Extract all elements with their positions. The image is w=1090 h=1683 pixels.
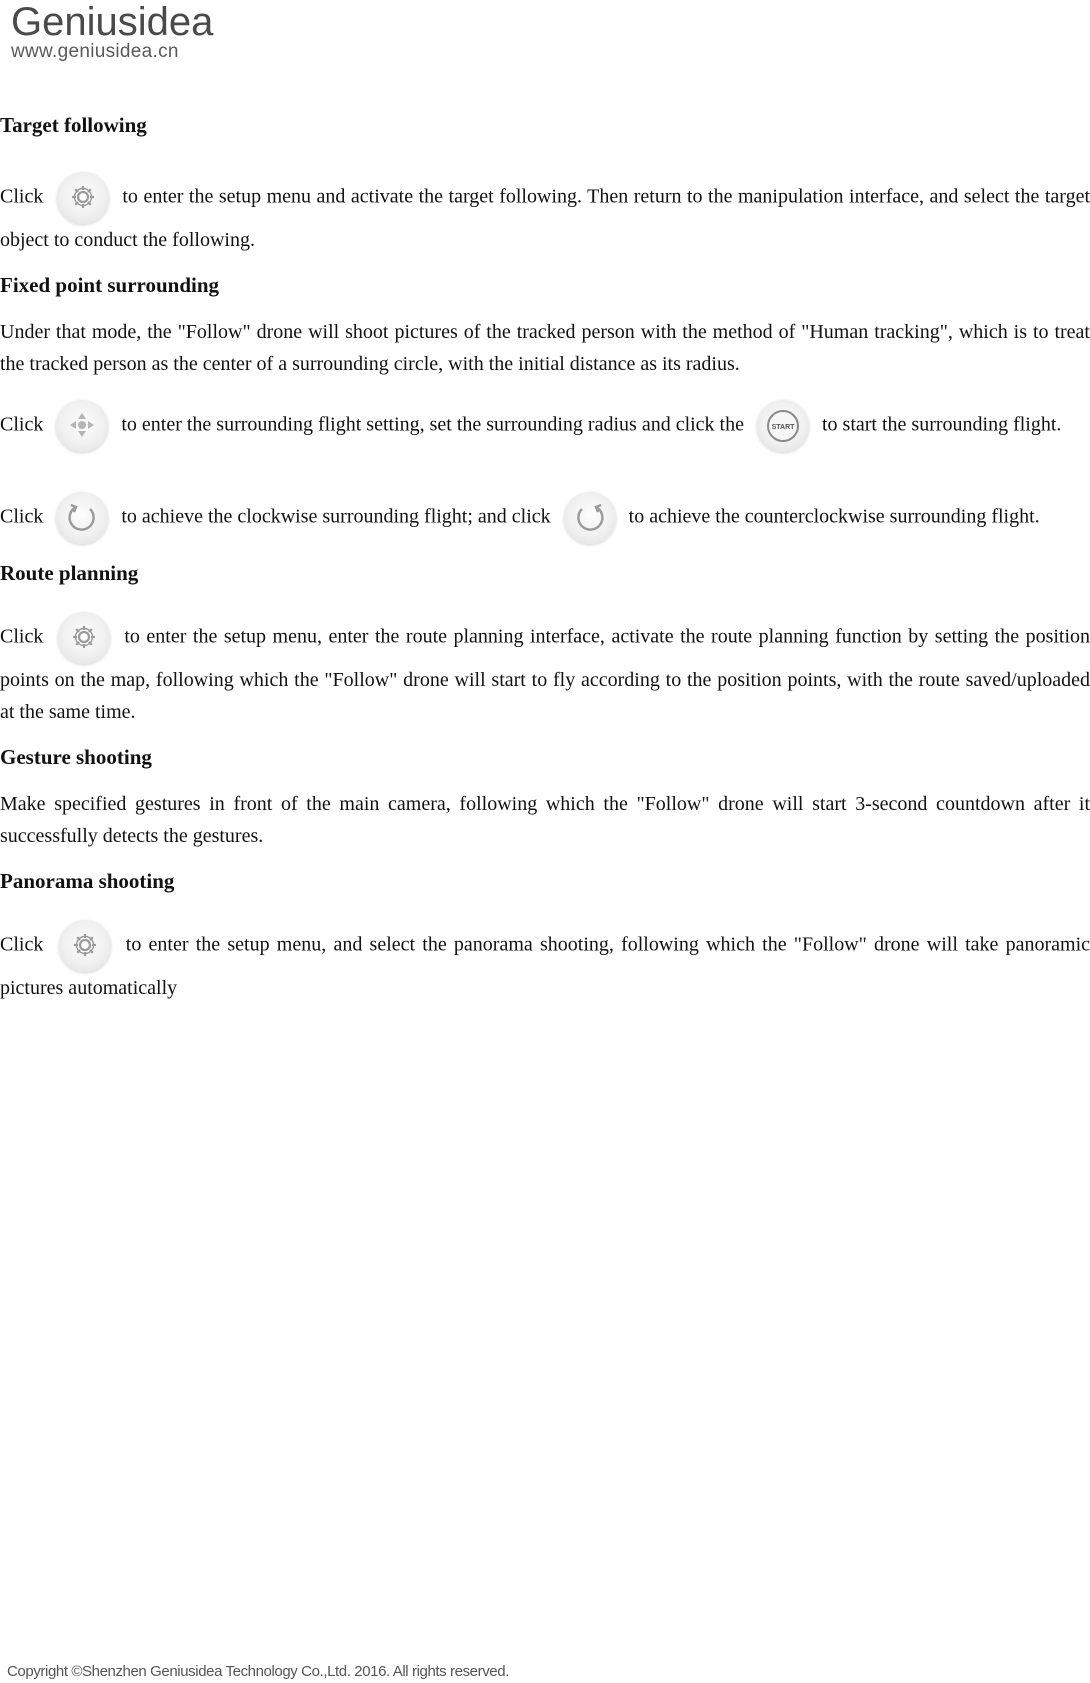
copyright-footer: Copyright ©Shenzhen Geniusidea Technology Co.,Ltd. 2016. All rights reserved.: [7, 1663, 509, 1680]
logo-url: www.geniusidea.cn: [11, 41, 179, 62]
click-label: Click: [0, 185, 44, 208]
surround-setting-icon: [56, 400, 108, 452]
settings-gear-icon: [57, 172, 109, 224]
clockwise-icon: [56, 492, 108, 544]
heading-route-planning: Route planning: [0, 561, 139, 585]
settings-gear-icon: [58, 612, 110, 664]
heading-fixed-point-surrounding: Fixed point surrounding: [0, 273, 220, 297]
paragraph: Click to enter the setup menu and activate the target following. Then return to the manipulation interface, and select the target object to conduct the following.: [0, 172, 1090, 256]
start-icon-label: START: [771, 424, 795, 431]
settings-gear-icon: [59, 920, 111, 972]
paragraph: Make specified gestures in front of the main camera, following which the "Follow" drone will start 3-second countdown after it successfully detects the gestures.: [0, 793, 1090, 847]
heading-target-following: Target following: [0, 113, 147, 137]
counterclockwise-icon: [564, 492, 616, 544]
heading-gesture-shooting: Gesture shooting: [0, 745, 152, 769]
logo-name: Geniusidea: [11, 0, 214, 44]
company-logo: [11, 2, 213, 62]
document-body: [0, 112, 1090, 1004]
paragraph: Click to enter the setup menu, enter the route planning interface, activate the route planning function by setting the position points on the map, following which the "Follow" drone will start to fly according to the position points, with the route saved/uploaded at the same time.: [0, 612, 1090, 728]
paragraph: Click to enter the setup menu, and select the panorama shooting, following which the "Follow" drone will take panoramic pictures automatically: [0, 920, 1090, 1004]
paragraph: Click to achieve the clockwise surrounding flight; and click to achieve the counterclockwise surrounding flight.: [0, 492, 1090, 544]
paragraph: Under that mode, the "Follow" drone will shoot pictures of the tracked person with the method of "Human tracking", which is to treat the tracked person as the center of a surrounding circle, with the initial distance as its radius.: [0, 321, 1090, 375]
start-button-icon: [757, 400, 809, 452]
heading-panorama-shooting: Panorama shooting: [0, 869, 175, 893]
paragraph: Click to enter the surrounding flight setting, set the surrounding radius and click the START to start the surrounding flight.: [0, 400, 1090, 452]
